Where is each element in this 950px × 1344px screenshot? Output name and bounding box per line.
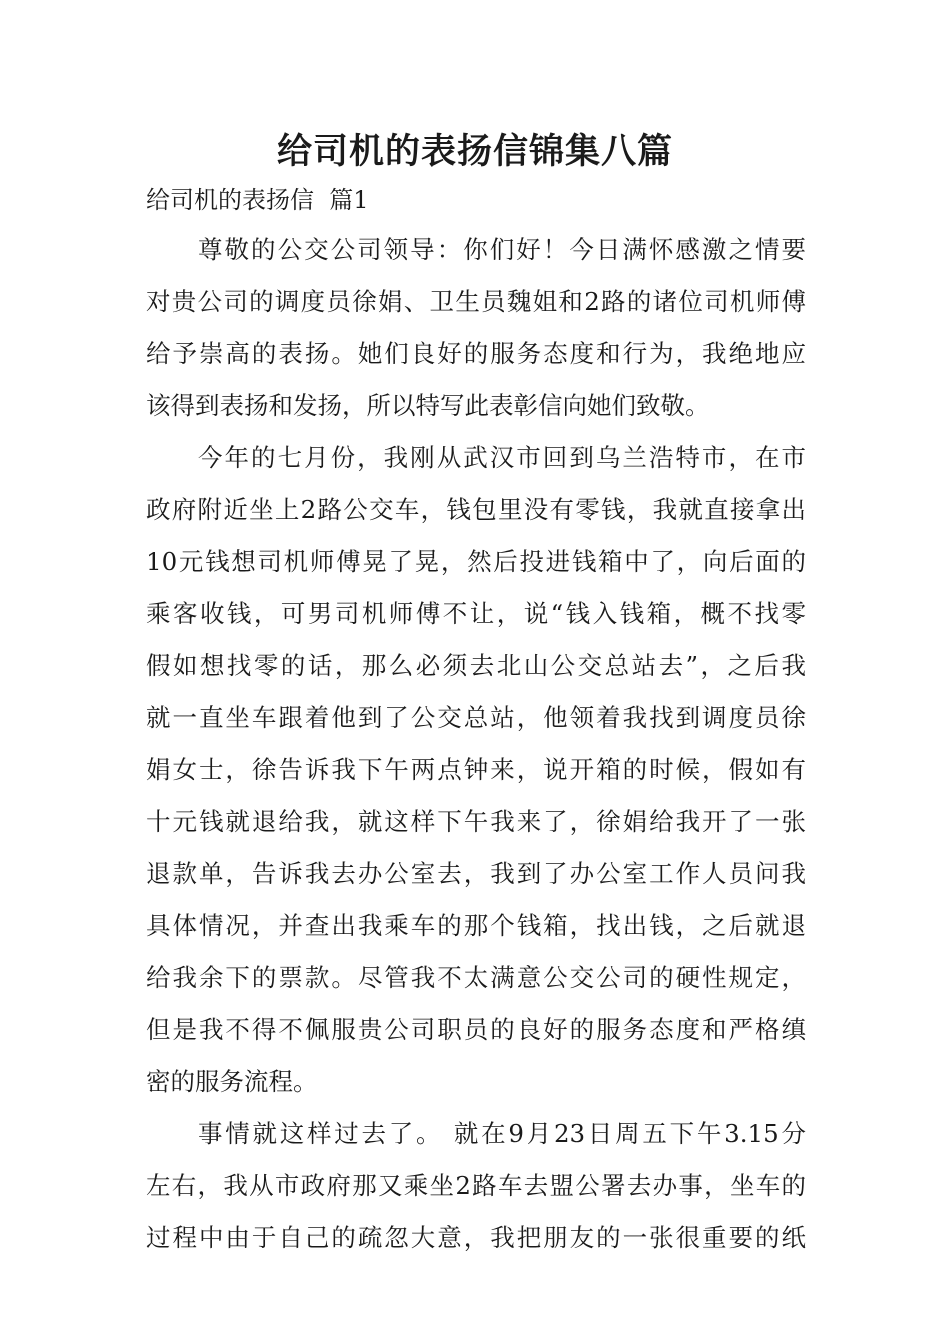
document-title: 给司机的表扬信锦集八篇 [276, 131, 673, 172]
paragraph-line: 假如想找零的话，那么必须去北山公交总站去”，之后我 [146, 651, 806, 680]
paragraph-line: 对贵公司的调度员徐娟、卫生员魏姐和2路的诸位司机师傅 [146, 287, 806, 316]
paragraph-line: 过程中由于自己的疏忽大意，我把朋友的一张很重要的纸 [146, 1223, 806, 1252]
paragraph-line: 事情就这样过去了。 就在9月23日周五下午3.15分 [198, 1119, 806, 1148]
paragraph-line: 密的服务流程。 [146, 1067, 318, 1096]
paragraph-line: 娟女士，徐告诉我下午两点钟来，说开箱的时候，假如有 [146, 755, 806, 784]
paragraph-line: 十元钱就退给我，就这样下午我来了，徐娟给我开了一张 [146, 807, 806, 836]
paragraph-line: 该得到表扬和发扬，所以特写此表彰信向她们致敬。 [146, 391, 710, 420]
paragraph-line: 乘客收钱，可男司机师傅不让，说“钱入钱箱，概不找零 [146, 599, 806, 628]
paragraph-line: 左右，我从市政府那又乘坐2路车去盟公署去办事，坐车的 [146, 1171, 806, 1200]
paragraph-line: 今年的七月份，我刚从武汉市回到乌兰浩特市，在市 [198, 443, 806, 472]
paragraph-line: 尊敬的公交公司领导：你们好！今日满怀感激之情要 [198, 235, 806, 264]
paragraph-line: 给我余下的票款。尽管我不太满意公交公司的硬性规定， [146, 963, 806, 992]
paragraph-line: 就一直坐车跟着他到了公交总站，他领着我找到调度员徐 [146, 703, 806, 732]
paragraph-line: 10元钱想司机师傅晃了晃，然后投进钱箱中了，向后面的 [146, 547, 806, 576]
paragraph-line: 退款单，告诉我去办公室去，我到了办公室工作人员问我 [146, 859, 806, 888]
paragraph-line: 但是我不得不佩服贵公司职员的良好的服务态度和严格缜 [146, 1015, 806, 1044]
paragraph-line: 具体情况，并查出我乘车的那个钱箱，找出钱，之后就退 [146, 911, 806, 940]
paragraph-line: 政府附近坐上2路公交车，钱包里没有零钱，我就直接拿出 [146, 495, 806, 524]
paragraph-line: 给予崇高的表扬。她们良好的服务态度和行为，我绝地应 [146, 339, 806, 368]
section-heading: 给司机的表扬信 篇1 [146, 186, 369, 214]
